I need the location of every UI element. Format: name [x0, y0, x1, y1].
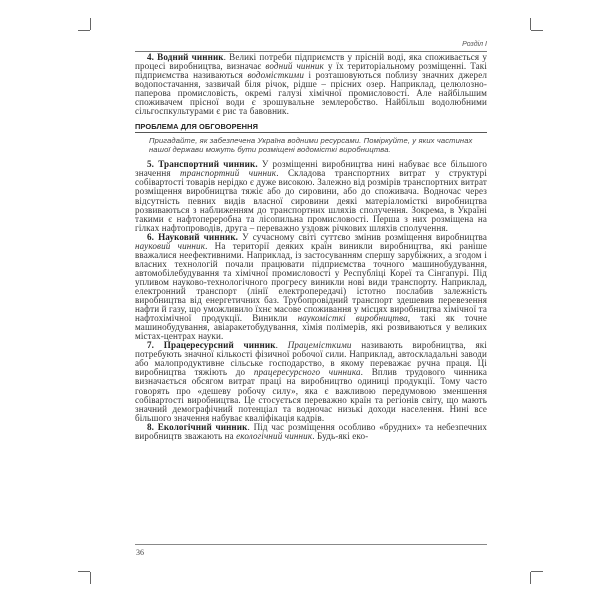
crop-mark — [90, 18, 91, 30]
paragraph-heading: 7. Працересурсний чинник — [147, 340, 276, 351]
paragraph-text: , такі як точне машинобудування, авіаракетобудування, хімія полімерів, які розвиваються у великих містах-центрах науки. — [135, 313, 488, 342]
paragraph-text: і розташовуються поблизу значних джерел водопостачання, зазвичай біля річок, рідше – прісних озер. Наприклад, целюлозно-паперова промисловість, окремі галузі хімічної промисловості. Але найбільшим споживачем прісної води є зрошувальне землеробство. Найбільш водолюбними сільгоспкультурами є рис та бавовник. — [135, 70, 488, 117]
paragraph-text: у їх територіальному розміщенні. Такі підприємства називаються — [135, 61, 487, 81]
emphasized-term: водний чинник — [265, 61, 324, 72]
paragraph-text: . Вплив трудового чинника визначається обсягом витрат праці на виробництво одиниці продукції. Тому часто говорять про «дешеву робочу силу», яка є важливою передумовою зменшення собівартості виробництва. Це стосується переважно країн та регіонів світу, що мають значний демографічний потенціал та водночас низькі доходи населення. Нині все більшого значення набуває кваліфікація кадрів. — [135, 367, 487, 423]
emphasized-term: транспортний чинник — [180, 168, 277, 179]
crop-mark — [78, 571, 90, 572]
paragraph-text: називають виробництва, які потребують значної кількості фізичної робочої сили. Наприклад, автоскладальні заводи або малопродуктивне сільське господарство, в якому переважає ручна праця. Ці виробництва тяжіють до — [135, 340, 487, 378]
paragraph-text: . Великі потреби підприємств у прісній воді, яка споживається у процесі виробництва, визначає — [135, 52, 487, 72]
paragraph — [135, 341, 487, 422]
footer-rule — [135, 544, 487, 545]
paragraphs-before — [135, 53, 487, 116]
emphasized-term: працересурсного чинника — [253, 367, 361, 378]
emphasized-term: екологічний чинник — [236, 430, 313, 441]
paragraph — [135, 53, 487, 116]
paragraph-text: . Будь-які еко- — [312, 430, 369, 441]
paragraph-text: . — [275, 340, 288, 351]
paragraph — [135, 160, 487, 232]
paragraph-text: У сучасному світі суттєво змінив розміщення виробництва — [238, 231, 487, 242]
emphasized-term: науковий чинник — [135, 240, 206, 251]
paragraphs-after — [135, 160, 487, 440]
emphasized-term: Працемісткими — [287, 340, 352, 351]
body-text — [135, 53, 487, 441]
paragraph-text: . Під час розміщення особливо «брудних» та небезпечних виробництв зважають на — [135, 421, 487, 441]
paragraph-heading: 8. Екологічний чинник — [147, 421, 248, 432]
crop-mark — [531, 571, 543, 572]
emphasized-term: наукомісткі виробництва — [297, 313, 408, 324]
paragraph — [135, 423, 487, 441]
crop-mark — [530, 572, 531, 584]
paragraph-text: У розміщенні виробництва нині набуває все більшого значення — [135, 159, 487, 179]
paragraph-text: . На території деяких країн виникли виробництва, які раніше вважалися неефективними. Наприклад, із застосуванням спершу зарубіжних, а згодом і власних технологій почали працювати підприємства точного машинобудування, автомобілебудування та хімічної промисловості у Республіці Кореї та Сінгапурі. Під упливом науково-технологічного прогресу виникли нові види транспорту. Наприклад, електронний транспорт (лінії електропередачі) істотно послабив залежність виробництва від енергетичних баз. Трубопровідний транспорт здешевив перевезення нафти й газу, що уможливило їхнє масове споживання у місцях виробництва хімічної та нафтохімічної продукції. Виникли — [135, 240, 487, 324]
crop-mark — [530, 18, 531, 30]
paragraph-text: . Складова транспортних витрат у структурі собівартості товарів нерідко є дуже високою. Залежно від розмірів транспортних витрат розміщення виробництва тяжіє або до сировини, або до споживача. Водночас через відсутність певних видів власної сировини деякі матеріаломісткі виробництва розвиваються з наближенням до транспортних шляхів сполучення. Зокрема, в Україні такими є нафтопереробна та лісопильна промисловості. Перша з них розміщена на гілках нафтопроводів, друга – переважно уздовж річкових шляхів сполучення. — [135, 168, 487, 233]
page-number: 36 — [136, 548, 144, 557]
crop-mark — [90, 572, 91, 584]
emphasized-term: водомісткими — [247, 70, 305, 81]
paragraph-heading: 5. Транспортний чинник. — [147, 159, 258, 170]
paragraph-heading: 4. Водний чинник — [147, 52, 224, 62]
discussion-text: Пригадайте, як забезпечена Україна водними ресурсами. Поміркуйте, у яких частинах нашої держави можуть бути розміщені водомісткі виробництва. — [149, 136, 473, 155]
paragraph-heading: 6. Науковий чинник. — [147, 231, 239, 242]
running-head: Розділ I — [135, 41, 487, 52]
discussion-heading: ПРОБЛЕМА ДЛЯ ОБГОВОРЕННЯ — [135, 122, 487, 133]
paragraph — [135, 233, 487, 342]
crop-mark — [78, 30, 90, 31]
crop-mark — [531, 30, 543, 31]
